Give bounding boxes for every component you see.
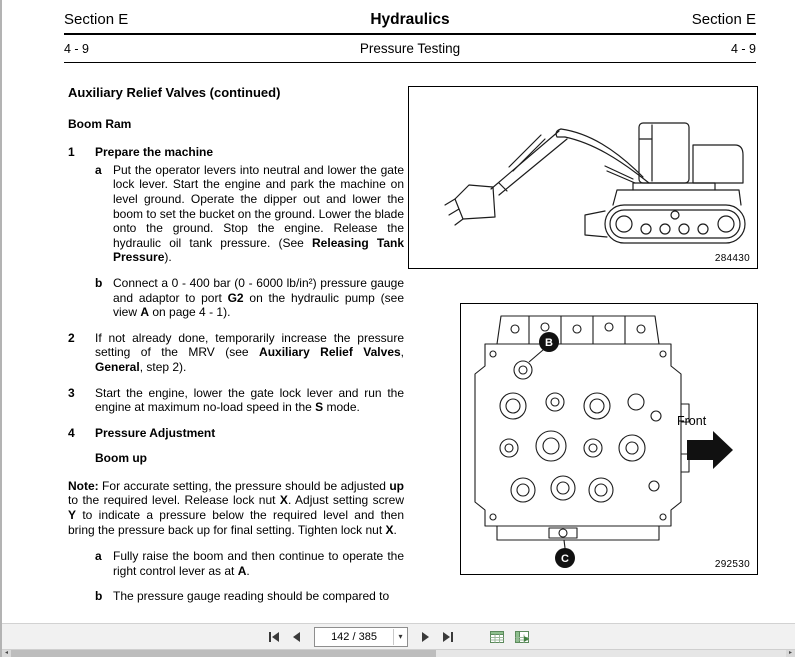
step-1a [95, 163, 404, 265]
boom-up-heading: Boom up [95, 451, 147, 466]
page-number-combobox[interactable] [314, 627, 408, 647]
first-page-button[interactable] [264, 627, 284, 647]
note-paragraph: Note: For accurate setting, the pressure should be adjusted up to the required level. Release lock nut X. Adjust setting screw Y to indicate a pressure below the required level and then bring the pressure back up for final setting. Tighten lock nut X. [68, 478, 404, 537]
step-1-number: 1 [68, 145, 75, 160]
front-label: Front [677, 414, 707, 428]
front-arrow-icon [687, 431, 733, 469]
step-4a-letter: a [95, 549, 102, 564]
next-page-button[interactable] [415, 627, 435, 647]
next-page-icon [419, 631, 431, 643]
header-section-right: Section E [691, 11, 756, 28]
valve-block-illustration [461, 304, 757, 574]
spreadsheet-export-icon [514, 629, 530, 645]
header-title: Hydraulics [370, 11, 450, 28]
previous-page-icon [291, 631, 303, 643]
step-2-number: 2 [68, 330, 75, 345]
page-title: Auxiliary Relief Valves (continued) [68, 85, 281, 100]
figure-valve-block [460, 303, 758, 575]
header-section-left: Section E [64, 11, 129, 28]
figure2-code: 292530 [714, 559, 750, 570]
step-1b-letter: b [95, 275, 103, 290]
step-1 [68, 145, 404, 160]
first-page-icon [268, 631, 280, 643]
viewer-toolbar [2, 623, 795, 650]
step-1-heading: Prepare the machine [95, 145, 214, 160]
marker-b-label: B [545, 337, 553, 349]
last-page-icon [442, 631, 454, 643]
step-4b [95, 589, 404, 604]
step-1b [95, 276, 404, 320]
step-1a-letter: a [95, 162, 102, 177]
previous-page-button[interactable] [287, 627, 307, 647]
step-3-text: Start the engine, lower the gate lock lever and run the engine at maximum no-load speed in the S mode. [95, 385, 404, 415]
spreadsheet-icon [489, 629, 505, 645]
step-4b-letter: b [95, 589, 103, 604]
step-3-number: 3 [68, 385, 75, 400]
step-1a-text: Put the operator levers into neutral and lower the gate lock lever. Start the engine and park the machine on level ground. Operate the dipper out and lower the boom to set the bucket on the ground. Lower the blade onto the ground. Stop the engine. Release the hydraulic oil tank pressure. (See Releasing Tank Pressure). [113, 162, 405, 265]
page-indicator: 142 / 385 [331, 631, 377, 643]
header-page-right: 4 - 9 [730, 42, 756, 56]
step-4b-text: The pressure gauge reading should be compared to [113, 589, 390, 604]
scrollbar-thumb[interactable] [11, 650, 436, 657]
step-1b-text: Connect a 0 - 400 bar (0 - 6000 lb/in²) pressure gauge and adaptor to port G2 on the hydraulic pump (see view A on page 4 - 1). [113, 275, 404, 320]
step-2-text: If not already done, temporarily increase the pressure setting of the MRV (see Auxiliary Relief Valves, General, step 2). [95, 330, 405, 374]
marker-c-label: C [561, 553, 569, 565]
page-content [64, 84, 758, 612]
header-rule-thin [64, 62, 756, 63]
figure1-code: 284430 [714, 253, 750, 264]
scroll-right-button[interactable]: ▸ [786, 650, 795, 657]
step-4a-text: Fully raise the boom and then continue to operate the right control lever as at A. [113, 549, 404, 578]
step-4-number: 4 [68, 425, 75, 440]
step-2 [68, 331, 404, 375]
spreadsheet-export-button[interactable] [511, 627, 533, 647]
excavator-illustration [409, 87, 757, 268]
document-page [2, 0, 795, 624]
last-page-button[interactable] [438, 627, 458, 647]
figure-excavator [408, 86, 758, 269]
chevron-down-icon[interactable]: ▾ [393, 629, 407, 645]
step-4 [68, 426, 404, 441]
step-4-heading: Pressure Adjustment [95, 425, 216, 440]
step-4a [95, 549, 404, 578]
page-header [64, 11, 756, 63]
step-3 [68, 386, 404, 415]
horizontal-scrollbar[interactable] [2, 649, 795, 657]
header-page-left: 4 - 9 [64, 42, 90, 56]
header-subtitle: Pressure Testing [359, 41, 461, 56]
scroll-left-button[interactable]: ◂ [2, 650, 11, 657]
text-column [68, 84, 404, 612]
spreadsheet-button[interactable] [486, 627, 508, 647]
section-heading: Boom Ram [68, 116, 132, 131]
